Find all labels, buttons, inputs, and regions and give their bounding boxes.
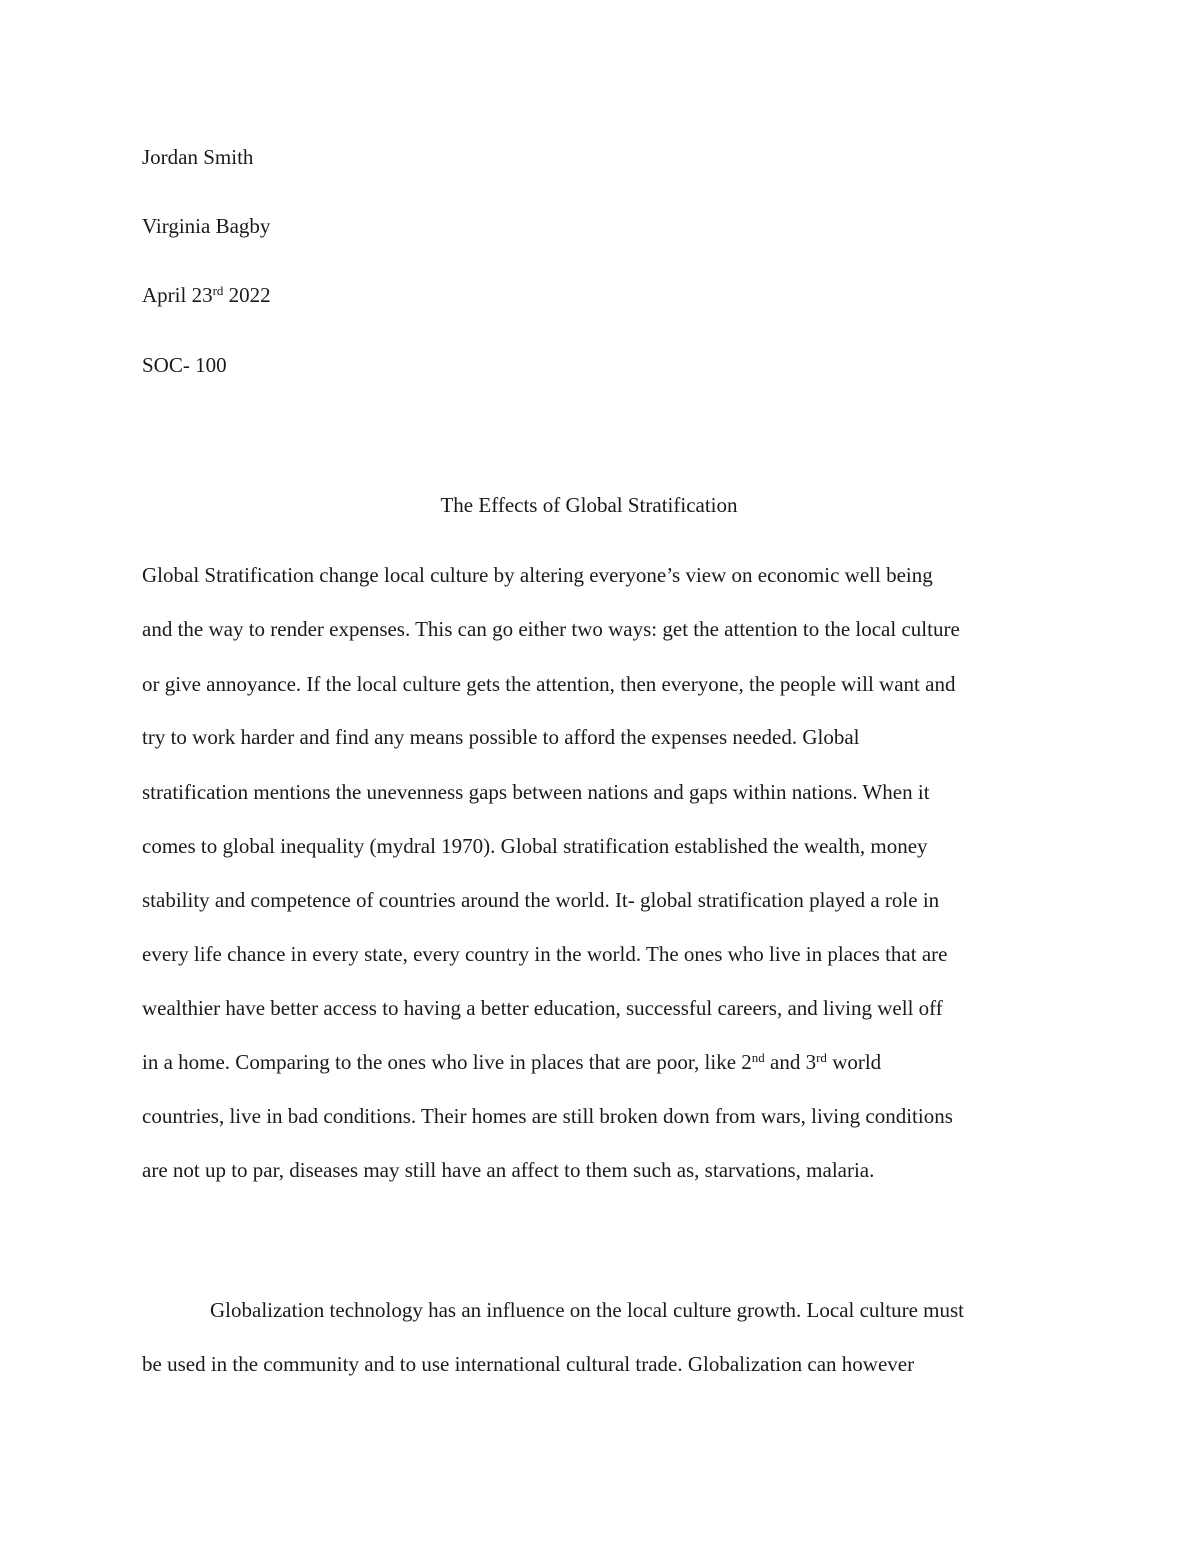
paragraph2-line: Globalization technology has an influence on the local culture growth. Local culture must	[210, 1298, 965, 1322]
paragraph1-line: stability and competence of countries around the world. It- global stratification played a role in	[142, 888, 940, 912]
date-year: 2022	[223, 283, 271, 307]
student-name: Jordan Smith	[142, 145, 254, 169]
paragraph1-line: comes to global inequality (mydral 1970). Global stratification established the wealth, money	[142, 834, 928, 858]
paragraph1-line: stratification mentions the unevenness gaps between nations and gaps within nations. When it	[142, 780, 930, 804]
paragraph1-line: try to work harder and find any means possible to afford the expenses needed. Global	[142, 725, 860, 749]
course-code: SOC- 100	[142, 353, 227, 377]
paragraph1-line: countries, live in bad conditions. Their homes are still broken down from wars, living conditions	[142, 1104, 953, 1128]
date-line	[142, 283, 271, 307]
line-text: and 3	[764, 1050, 817, 1074]
instructor-name: Virginia Bagby	[142, 214, 271, 238]
paragraph1-line: wealthier have better access to having a better education, successful careers, and living well off	[142, 996, 943, 1020]
essay-title: The Effects of Global Stratification	[440, 493, 738, 517]
date-ordinal-suffix: rd	[212, 283, 224, 298]
paragraph2-line: be used in the community and to use international cultural trade. Globalization can however	[142, 1352, 915, 1376]
ordinal-suffix: rd	[816, 1050, 827, 1065]
line-text: world	[826, 1050, 882, 1074]
paragraph1-line: Global Stratification change local culture by altering everyone’s view on economic well being	[142, 563, 933, 587]
paragraph1-line: and the way to render expenses. This can go either two ways: get the attention to the local culture	[142, 617, 960, 641]
ordinal-suffix: nd	[751, 1050, 765, 1065]
paragraph1-line: are not up to par, diseases may still have an affect to them such as, starvations, malaria.	[142, 1158, 875, 1182]
date-prefix: April 23	[142, 283, 213, 307]
paragraph1-line	[142, 1050, 881, 1074]
paragraph1-line: every life chance in every state, every country in the world. The ones who live in places that are	[142, 942, 948, 966]
paragraph1-line: or give annoyance. If the local culture gets the attention, then everyone, the people will want and	[142, 672, 956, 696]
line-text: in a home. Comparing to the ones who live in places that are poor, like 2	[142, 1050, 752, 1074]
